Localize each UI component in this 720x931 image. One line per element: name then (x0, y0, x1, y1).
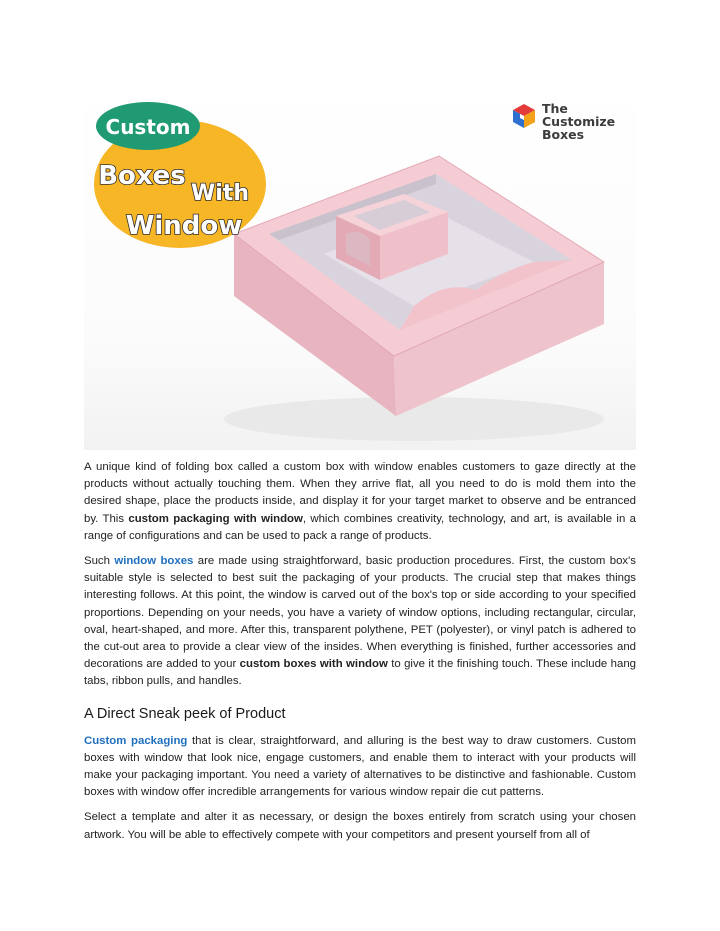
text-run: Select a template and alter it as necessary, or design the boxes entirely from scratch using your chosen artwork. You will be able to effectively compete with your competitors and present yourself from all of (84, 811, 636, 841)
article-body (84, 459, 636, 852)
brand-logo (510, 102, 630, 146)
badge-line3: With (191, 181, 249, 206)
brand-line2: Customize (542, 114, 616, 129)
custom-boxes-badge (88, 100, 278, 260)
badge-line4: Window (125, 211, 243, 241)
text-run: A unique kind of folding box called a custom box with window enables customers to gaze directly at the products without actually touching them. When they arrive flat, all you need to do is mold them into the desired shape, place the products inside, and display it for your target market to observe and be entranced by. This (84, 461, 636, 525)
bold-phrase: custom packaging with window (128, 512, 303, 525)
custom-packaging-link[interactable]: Custom packaging (84, 734, 188, 747)
section-heading: A Direct Sneak peek of Product (84, 705, 286, 722)
paragraph-production (84, 553, 636, 691)
bold-phrase: custom boxes with window (239, 658, 388, 671)
brand-line1: The (542, 101, 568, 116)
brand-cube-icon (510, 102, 538, 130)
text-run: to give it the finishing touch. These include hang tabs, ribbon pulls, and handles. (84, 658, 636, 688)
product-hero-image (84, 84, 636, 450)
text-run: , which combines creativity, technology, and art, is available in a range of configurations and can be used to pack a range of products. (84, 512, 636, 542)
paragraph-sneak-peek (84, 733, 636, 802)
window-boxes-link[interactable]: window boxes (114, 555, 194, 568)
text-run: that is clear, straightforward, and alluring is the best way to draw customers. Custom boxes with window that look nice, engage customers, and enable them to interact with your products will make your packaging important. You need a variety of alternatives to be distinctive and fashionable. Custom boxes with window offer incredible arrangements for various window repair die cut patterns. (84, 734, 636, 799)
brand-line3: Boxes (542, 127, 585, 142)
paragraph-intro (84, 459, 636, 545)
text-run: are made using straightforward, basic production procedures. First, the custom box's suitable style is selected to best suit the packaging of your products. The crucial step that makes things interesting follows. At this point, the window is carved out of the box's top or side according to your specified proportions. Depending on your needs, you have a variety of window options, including rectangular, circular, oval, heart-shaped, and more. After this, transparent polythene, PET (polyester), or vinyl patch is adhered to the cut-out area to provide a clear view of the insides. When everything is finished, further accessories and decorations are added to your (84, 555, 637, 671)
badge-line2: Boxes (98, 161, 186, 191)
text-run: Such (84, 555, 115, 568)
paragraph-template (84, 809, 636, 843)
badge-line1: Custom (105, 115, 191, 139)
